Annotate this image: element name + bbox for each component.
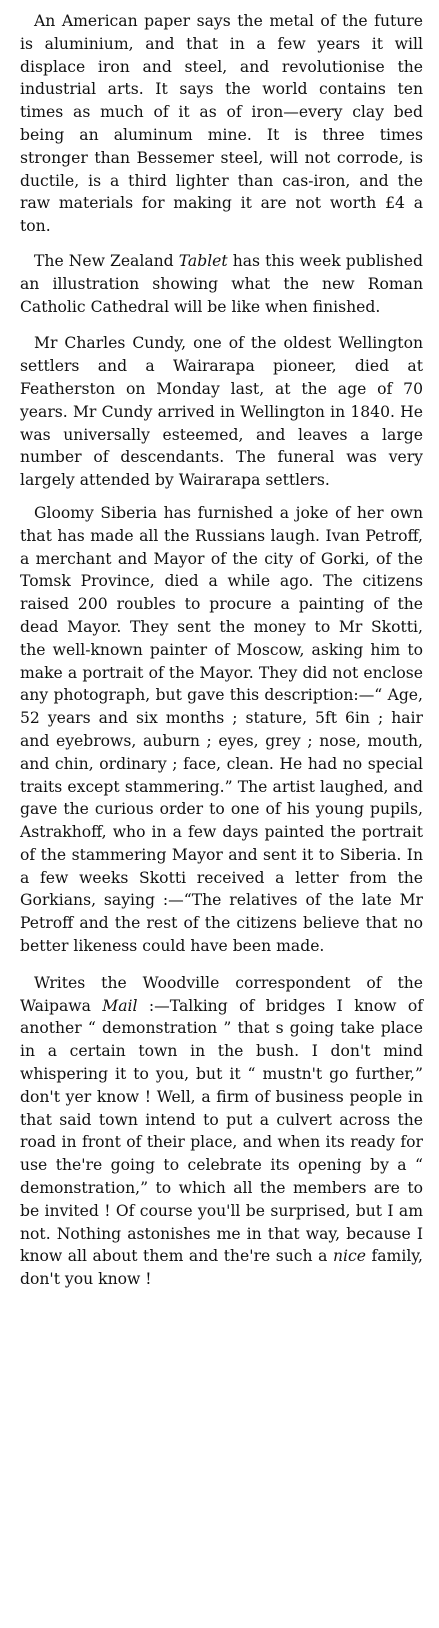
- text-run: has this week published an illustration showing what the new Roman Catholic Cathedral will be like when finished.: [20, 251, 423, 316]
- paragraph-aluminium: [20, 10, 423, 238]
- text-run-italic: nice: [332, 1247, 366, 1266]
- text-run: :—Talking of bridges I know of another “ demonstration ” that s going take place in a certain town in the bush. I don't mind whispering it to you, but it “ mustn't go further,” don't yer know ! Well, a firm of business people in that said town intend to put a culvert across the road in front of their place, and when its ready for use the're going to celebrate its opening by a “ demonstration,” to which all the members are to be invited ! Of course you'll be surprised, but I am not. Nothing astonishes me in that way, because I know all about them and the're such a: [20, 996, 423, 1266]
- text-run: The New Zealand: [34, 251, 179, 270]
- paragraph-cathedral: [20, 250, 423, 318]
- text-run: Mr Charles Cundy, one of the oldest Wellington settlers and a Wairarapa pioneer, died at Featherston on Monday last, at the age of 70 years. Mr Cundy arrived in Wellington in 1840. He was universally esteemed, and leaves a large number of descendants. The funeral was very largely attended by Wairarapa settlers.: [20, 334, 423, 490]
- text-run: Writes the Woodville correspondent of the Waipawa: [20, 973, 423, 1015]
- paragraph-siberia-joke: [20, 502, 423, 958]
- text-run: An American paper says the metal of the future is aluminium, and that in a few years it will displace iron and steel, and revolutionise the industrial arts. It says the world contains ten times as much of it as of iron—every clay bed being an aluminum mine. It is three times stronger than Bessemer steel, will not corrode, is ductile, is a third lighter than cas-iron, and the raw materials for making it are not worth £4 a ton.: [20, 12, 423, 236]
- text-run: Gloomy Siberia has furnished a joke of her own that has made all the Russians laugh. Ivan Petroff, a merchant and Mayor of the city of Gorki, of the Tomsk Province, died a while ago. The citizens raised 200 roubles to procure a painting of the dead Mayor. They sent the money to Mr Skotti, the well-known painter of Moscow, asking him to make a portrait of the Mayor. They did not enclose any photograph, but gave this description:—“ Age, 52 years and six months ; stature, 5ft 6in ; hair and eyebrows, auburn ; eyes, grey ; nose, mouth, and chin, ordinary ; face, clean. He had no special traits except stammering.” The artist laughed, and gave the curious order to one of his young pupils, Astrakhoff, who in a few days painted the portrait of the stammering Mayor and sent it to Siberia. In a few weeks Skotti received a letter from the Gorkians, saying :—“The relatives of the late Mr Petroff and the rest of the citizens believe that no better likeness could have been made.: [20, 503, 423, 956]
- paragraph-cundy-obituary: [20, 332, 423, 492]
- paragraph-woodville-demonstration: [20, 972, 423, 1291]
- text-run-italic: Tablet: [178, 251, 228, 270]
- text-run-italic: Mail: [102, 996, 138, 1015]
- text-run: family, don't you know !: [20, 1247, 424, 1289]
